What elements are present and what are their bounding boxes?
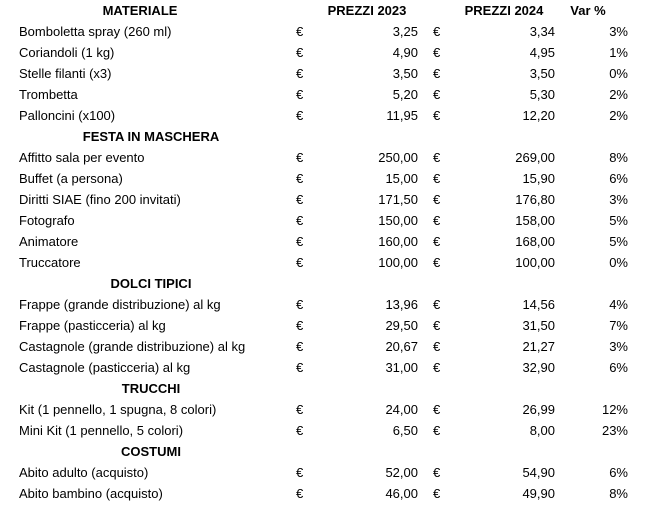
price-2023: 24,00 [385,402,418,417]
currency-symbol-2024: € [433,108,441,123]
price-2024: 21,27 [522,339,555,354]
variation-percent: 0% [609,255,628,270]
price-2024: 3,34 [529,24,555,39]
price-2024: 54,90 [522,465,555,480]
price-2024: 31,50 [522,318,555,333]
variation-percent: 6% [609,465,628,480]
currency-symbol-2023: € [296,87,304,102]
price-2023: 31,00 [385,360,418,375]
currency-symbol-2023: € [296,171,304,186]
price-2023: 20,67 [385,339,418,354]
currency-symbol-2023: € [296,360,304,375]
variation-percent: 5% [609,213,628,228]
price-2024: 158,00 [515,213,555,228]
price-2023: 250,00 [378,150,418,165]
variation-percent: 12% [601,402,628,417]
section-title: TRUCCHI [121,381,181,396]
price-2024: 100,00 [515,255,555,270]
variation-percent: 5% [609,234,628,249]
currency-symbol-2023: € [296,423,304,438]
currency-symbol-2024: € [433,150,441,165]
price-2023: 29,50 [385,318,418,333]
table-row [0,63,662,84]
currency-symbol-2023: € [296,339,304,354]
variation-percent: 23% [601,423,628,438]
currency-symbol-2023: € [296,66,304,81]
table-row [0,21,662,42]
item-name: Animatore [19,234,79,249]
table-row [0,399,662,420]
currency-symbol-2023: € [296,486,304,501]
price-2023: 150,00 [378,213,418,228]
currency-symbol-2024: € [433,402,441,417]
variation-percent: 3% [609,192,628,207]
table-row [0,462,662,483]
price-2024: 12,20 [522,108,555,123]
table-row [0,420,662,441]
table-row [0,42,662,63]
item-name: Diritti SIAE (fino 200 invitati) [19,192,181,207]
section-title: DOLCI TIPICI [110,276,192,291]
item-name: Abito adulto (acquisto) [19,465,149,480]
variation-percent: 4% [609,297,628,312]
currency-symbol-2024: € [433,339,441,354]
item-name: Fotografo [19,213,75,228]
price-2023: 3,50 [392,66,418,81]
currency-symbol-2024: € [433,66,441,81]
variation-percent: 2% [609,87,628,102]
price-2024: 3,50 [529,66,555,81]
currency-symbol-2023: € [296,234,304,249]
table-row [0,231,662,252]
currency-symbol-2024: € [433,234,441,249]
currency-symbol-2023: € [296,213,304,228]
currency-symbol-2024: € [433,423,441,438]
currency-symbol-2023: € [296,402,304,417]
variation-percent: 0% [609,66,628,81]
currency-symbol-2023: € [296,255,304,270]
variation-percent: 3% [609,339,628,354]
table-row [0,483,662,504]
price-2024: 15,90 [522,171,555,186]
price-2024: 5,30 [529,87,555,102]
header-prezzi-2024: PREZZI 2024 [464,3,544,18]
table-row [0,315,662,336]
section-title: FESTA IN MASCHERA [82,129,220,144]
variation-percent: 7% [609,318,628,333]
table-body [0,21,662,504]
variation-percent: 3% [609,24,628,39]
section-header-row [0,441,662,462]
table-row [0,336,662,357]
currency-symbol-2023: € [296,318,304,333]
variation-percent: 6% [609,171,628,186]
item-name: Mini Kit (1 pennello, 5 colori) [19,423,184,438]
price-2023: 171,50 [378,192,418,207]
table-row [0,168,662,189]
variation-percent: 6% [609,360,628,375]
table-row [0,294,662,315]
currency-symbol-2024: € [433,192,441,207]
section-header-row [0,126,662,147]
currency-symbol-2023: € [296,45,304,60]
table-row [0,357,662,378]
price-2023: 11,95 [386,108,418,123]
currency-symbol-2024: € [433,318,441,333]
currency-symbol-2023: € [296,24,304,39]
price-2024: 4,95 [529,45,555,60]
item-name: Bomboletta spray (260 ml) [19,24,172,39]
item-name: Frappe (pasticceria) al kg [19,318,166,333]
price-2023: 3,25 [392,24,418,39]
item-name: Trombetta [19,87,78,102]
table-row [0,252,662,273]
item-name: Coriandoli (1 kg) [19,45,115,60]
currency-symbol-2024: € [433,45,441,60]
item-name: Castagnole (pasticceria) al kg [19,360,191,375]
variation-percent: 1% [609,45,628,60]
price-2024: 168,00 [515,234,555,249]
item-name: Frappe (grande distribuzione) al kg [19,297,221,312]
currency-symbol-2024: € [433,213,441,228]
section-header-row [0,378,662,399]
currency-symbol-2024: € [433,465,441,480]
item-name: Palloncini (x100) [19,108,116,123]
currency-symbol-2024: € [433,360,441,375]
variation-percent: 8% [609,486,628,501]
price-2023: 5,20 [392,87,418,102]
currency-symbol-2023: € [296,465,304,480]
variation-percent: 2% [609,108,628,123]
table-row [0,210,662,231]
price-2023: 100,00 [378,255,418,270]
currency-symbol-2023: € [296,108,304,123]
price-2024: 32,90 [522,360,555,375]
header-prezzi-2023: PREZZI 2023 [327,3,407,18]
price-2024: 14,56 [522,297,555,312]
table-row [0,189,662,210]
price-2024: 8,00 [529,423,555,438]
currency-symbol-2024: € [433,87,441,102]
price-2023: 15,00 [385,171,418,186]
price-2024: 49,90 [522,486,555,501]
currency-symbol-2024: € [433,486,441,501]
price-2023: 13,96 [385,297,418,312]
price-2023: 160,00 [378,234,418,249]
item-name: Stelle filanti (x3) [19,66,112,81]
table-row [0,147,662,168]
currency-symbol-2023: € [296,150,304,165]
price-2023: 52,00 [385,465,418,480]
variation-percent: 8% [609,150,628,165]
table-row [0,84,662,105]
currency-symbol-2024: € [433,297,441,312]
price-2024: 269,00 [515,150,555,165]
price-2024: 176,80 [515,192,555,207]
currency-symbol-2024: € [433,255,441,270]
section-header-row [0,273,662,294]
currency-symbol-2023: € [296,297,304,312]
item-name: Buffet (a persona) [19,171,123,186]
header-materiale: MATERIALE [102,3,178,18]
price-2024: 26,99 [522,402,555,417]
header-row [0,0,662,21]
item-name: Affitto sala per evento [19,150,145,165]
item-name: Kit (1 pennello, 1 spugna, 8 colori) [19,402,217,417]
item-name: Castagnole (grande distribuzione) al kg [19,339,246,354]
table-row [0,105,662,126]
header-var: Var % [570,3,606,18]
section-title: COSTUMI [121,444,181,459]
price-2023: 4,90 [392,45,418,60]
currency-symbol-2023: € [296,192,304,207]
currency-symbol-2024: € [433,24,441,39]
currency-symbol-2024: € [433,171,441,186]
item-name: Truccatore [19,255,81,270]
item-name: Abito bambino (acquisto) [19,486,163,501]
price-2023: 46,00 [385,486,418,501]
price-2023: 6,50 [392,423,418,438]
